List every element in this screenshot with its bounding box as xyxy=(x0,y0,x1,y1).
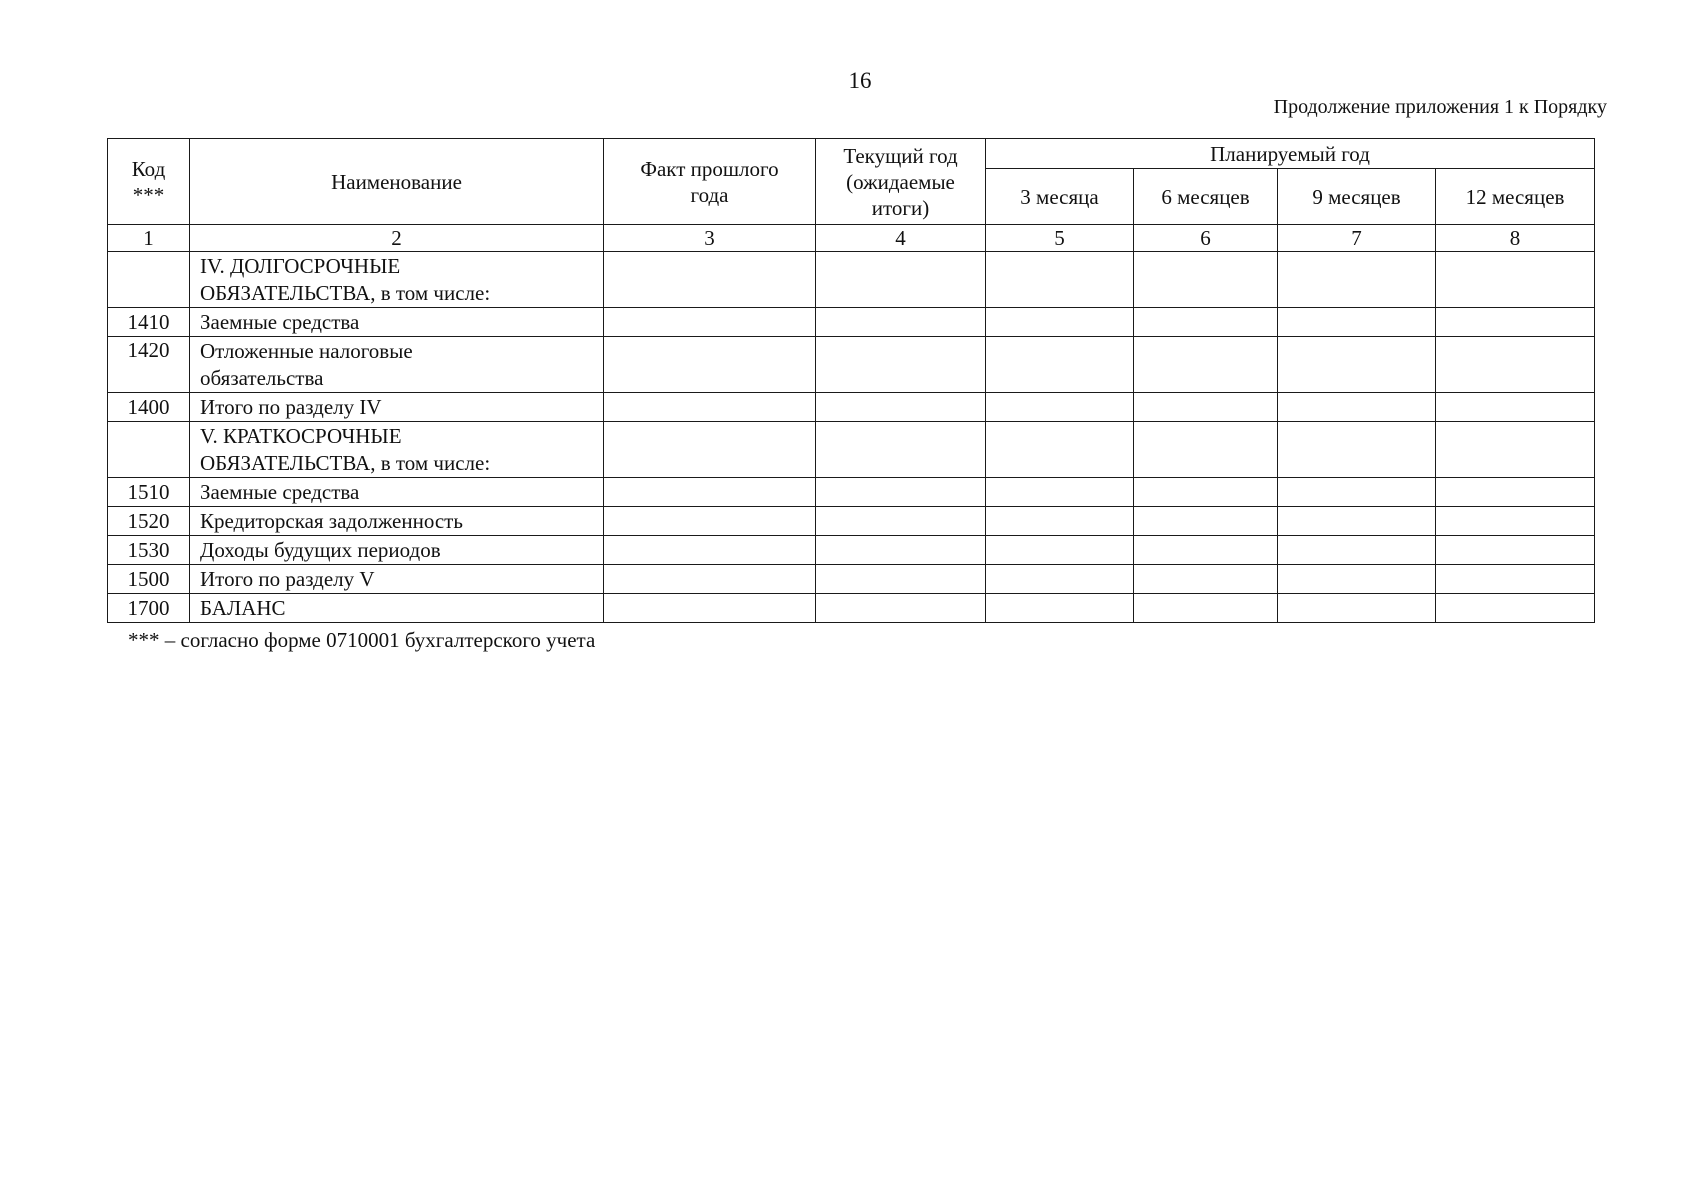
value-cell xyxy=(604,507,816,536)
table-row xyxy=(108,337,1595,393)
table-row xyxy=(108,536,1595,565)
value-cell xyxy=(604,565,816,594)
row-name: Итого по разделу IV xyxy=(190,393,604,422)
column-number: 4 xyxy=(816,225,986,252)
column-numbers-row xyxy=(108,225,1595,252)
value-cell xyxy=(1134,565,1278,594)
value-cell xyxy=(816,507,986,536)
value-cell xyxy=(1278,478,1436,507)
header-fact-last-year: Факт прошлого года xyxy=(604,139,816,225)
column-number: 5 xyxy=(986,225,1134,252)
value-cell xyxy=(986,507,1134,536)
value-cell xyxy=(1278,422,1436,478)
value-cell xyxy=(986,252,1134,308)
value-cell xyxy=(1278,308,1436,337)
row-code xyxy=(108,422,190,478)
row-name: IV. ДОЛГОСРОЧНЫЕ ОБЯЗАТЕЛЬСТВА, в том числе: xyxy=(190,252,604,308)
value-cell xyxy=(1134,478,1278,507)
row-code: 1510 xyxy=(108,478,190,507)
value-cell xyxy=(986,393,1134,422)
value-cell xyxy=(604,536,816,565)
value-cell xyxy=(1436,507,1595,536)
appendix-note: Продолжение приложения 1 к Порядку xyxy=(1273,96,1607,118)
value-cell xyxy=(1134,308,1278,337)
value-cell xyxy=(816,565,986,594)
value-cell xyxy=(1134,422,1278,478)
header-name: Наименование xyxy=(190,139,604,225)
value-cell xyxy=(604,478,816,507)
value-cell xyxy=(1436,422,1595,478)
header-planned-3-months: 3 месяца xyxy=(986,169,1134,225)
row-code: 1500 xyxy=(108,565,190,594)
table-row xyxy=(108,478,1595,507)
row-code: 1420 xyxy=(108,337,190,393)
row-name: Отложенные налоговые обязательства xyxy=(190,337,604,393)
value-cell xyxy=(604,308,816,337)
table-row xyxy=(108,308,1595,337)
header-code: Код *** xyxy=(108,139,190,225)
value-cell xyxy=(1278,252,1436,308)
row-code xyxy=(108,252,190,308)
value-cell xyxy=(1436,478,1595,507)
value-cell xyxy=(1134,393,1278,422)
header-planned-year: Планируемый год xyxy=(986,139,1595,169)
header-planned-12-months: 12 месяцев xyxy=(1436,169,1595,225)
value-cell xyxy=(1436,308,1595,337)
value-cell xyxy=(816,393,986,422)
row-name: Кредиторская задолженность xyxy=(190,507,604,536)
value-cell xyxy=(1134,536,1278,565)
row-code: 1530 xyxy=(108,536,190,565)
column-number: 6 xyxy=(1134,225,1278,252)
value-cell xyxy=(604,393,816,422)
value-cell xyxy=(604,594,816,623)
value-cell xyxy=(816,536,986,565)
value-cell xyxy=(604,422,816,478)
value-cell xyxy=(1134,594,1278,623)
column-number: 7 xyxy=(1278,225,1436,252)
row-name: V. КРАТКОСРОЧНЫЕ ОБЯЗАТЕЛЬСТВА, в том числе: xyxy=(190,422,604,478)
value-cell xyxy=(986,594,1134,623)
balance-form-table xyxy=(107,138,1595,623)
row-code: 1400 xyxy=(108,393,190,422)
table-row xyxy=(108,422,1595,478)
value-cell xyxy=(604,252,816,308)
value-cell xyxy=(604,337,816,393)
column-number: 1 xyxy=(108,225,190,252)
table-row xyxy=(108,565,1595,594)
header-planned-6-months: 6 месяцев xyxy=(1134,169,1278,225)
value-cell xyxy=(1278,594,1436,623)
table-row xyxy=(108,393,1595,422)
value-cell xyxy=(986,422,1134,478)
value-cell xyxy=(1436,393,1595,422)
header-current-year: Текущий год (ожидаемые итоги) xyxy=(816,139,986,225)
value-cell xyxy=(986,337,1134,393)
value-cell xyxy=(986,565,1134,594)
value-cell xyxy=(816,422,986,478)
value-cell xyxy=(1436,565,1595,594)
value-cell xyxy=(1436,252,1595,308)
column-number: 8 xyxy=(1436,225,1595,252)
value-cell xyxy=(1436,337,1595,393)
value-cell xyxy=(816,337,986,393)
row-code: 1410 xyxy=(108,308,190,337)
value-cell xyxy=(1134,252,1278,308)
value-cell xyxy=(1278,565,1436,594)
value-cell xyxy=(1278,337,1436,393)
row-name: Заемные средства xyxy=(190,308,604,337)
value-cell xyxy=(1134,507,1278,536)
row-code: 1700 xyxy=(108,594,190,623)
page-number: 16 xyxy=(848,68,872,93)
value-cell xyxy=(1436,594,1595,623)
column-number: 2 xyxy=(190,225,604,252)
value-cell xyxy=(816,478,986,507)
table-row xyxy=(108,594,1595,623)
value-cell xyxy=(1134,337,1278,393)
row-name: Заемные средства xyxy=(190,478,604,507)
value-cell xyxy=(1436,536,1595,565)
value-cell xyxy=(986,308,1134,337)
value-cell xyxy=(816,252,986,308)
table-row xyxy=(108,507,1595,536)
value-cell xyxy=(986,536,1134,565)
row-name: Итого по разделу V xyxy=(190,565,604,594)
value-cell xyxy=(816,594,986,623)
row-code: 1520 xyxy=(108,507,190,536)
row-name: БАЛАНС xyxy=(190,594,604,623)
value-cell xyxy=(1278,393,1436,422)
value-cell xyxy=(986,478,1134,507)
footnote: *** – согласно форме 0710001 бухгалтерского учета xyxy=(128,628,596,652)
value-cell xyxy=(1278,536,1436,565)
table-row xyxy=(108,252,1595,308)
value-cell xyxy=(816,308,986,337)
column-number: 3 xyxy=(604,225,816,252)
row-name: Доходы будущих периодов xyxy=(190,536,604,565)
header-planned-9-months: 9 месяцев xyxy=(1278,169,1436,225)
value-cell xyxy=(1278,507,1436,536)
